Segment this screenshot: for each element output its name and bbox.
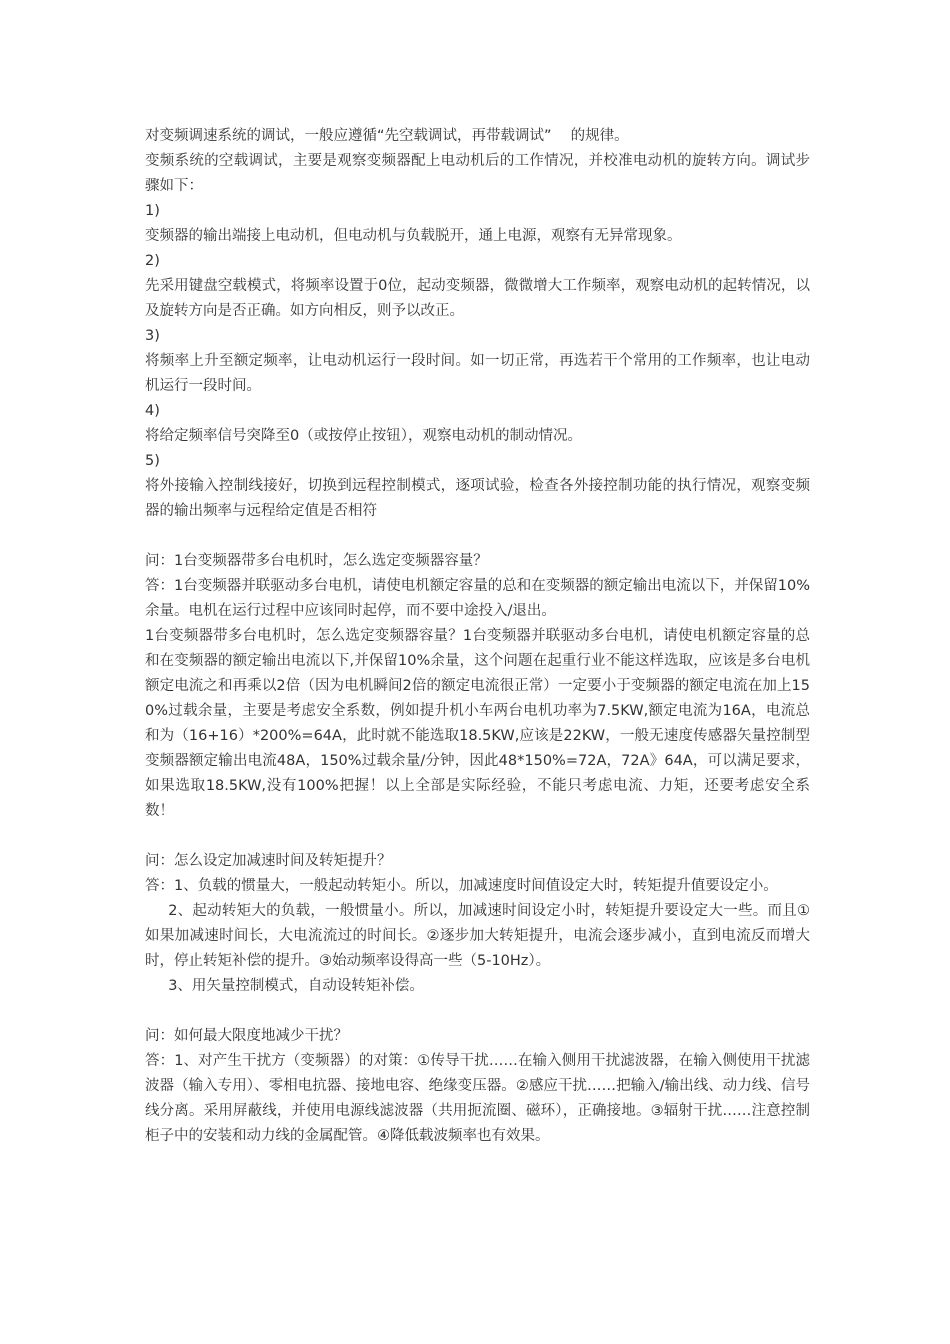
step-text-4: 将给定频率信号突降至0（或按停止按钮），观察电动机的制动情况。 — [145, 428, 582, 444]
step-number-1: 1) — [145, 203, 160, 219]
spacer — [145, 524, 810, 549]
intro-paragraph-2: 变频系统的空载调试，主要是观察变频器配上电动机后的工作情况，并校准电动机的旋转方向。调试步骤如下： — [145, 153, 810, 194]
answer-1-extra: 1台变频器带多台电机时，怎么选定变频器容量？1台变频器并联驱动多台电机，请使电机额定容量的总和在变频器的额定输出电流以下,并保留10%余量，这个问题在起重行业不能这样选取，应该是多台电机额定电流之和再乘以2倍（因为电机瞬间2倍的额定电流很正常）一定要小于变频器的额定电流在加上150%过载余量，主要是考虑安全系数，例如提升机小车两台电机功率为7.5KW,额定电流为16A，电流总和为（16+16）*200%=64A，此时就不能选取18.5KW,应该是22KW，一般无速度传感器矢量控制型变频器额定输出电流48A，150%过载余量/分钟，因此48*150%=72A，72A》64A，可以满足要求，如果选取18.5KW,没有100%把握！以上全部是实际经验，不能只考虑电流、力矩，还要考虑安全系数！ — [145, 628, 810, 819]
spacer — [145, 999, 810, 1024]
step-text-1: 变频器的输出端接上电动机，但电动机与负载脱开，通上电源，观察有无异常现象。 — [145, 228, 682, 244]
step-text-3: 将频率上升至额定频率，让电动机运行一段时间。如一切正常，再选若干个常用的工作频率，也让电动机运行一段时间。 — [145, 353, 810, 394]
document-body — [145, 124, 810, 1149]
question-2: 问：怎么设定加减速时间及转矩提升？ — [145, 853, 392, 869]
answer-3: 答：1、对产生干扰方（变频器）的对策：①传导干扰……在输入侧用干扰滤波器，在输入侧使用干扰滤波器（输入专用）、零相电抗器、接地电容、绝缘变压器。②感应干扰……把输入/输出线、动力线、信号线分离。采用屏蔽线，并使用电源线滤波器（共用扼流圈、磁环），正确接地。③辐射干扰……注意控制柜子中的安装和动力线的金属配管。④降低载波频率也有效果。 — [145, 1053, 810, 1144]
question-1: 问：1台变频器带多台电机时，怎么选定变频器容量？ — [145, 553, 488, 569]
step-number-4: 4) — [145, 403, 160, 419]
spacer — [145, 824, 810, 849]
answer-2-item-3: 3、用矢量控制模式，自动设转矩补偿。 — [168, 978, 424, 994]
intro-paragraph-1: 对变频调速系统的调试，一般应遵循“先空载调试，再带载调试” 的规律。 — [145, 128, 629, 144]
step-number-3: 3) — [145, 328, 160, 344]
answer-1: 答：1台变频器并联驱动多台电机，请使电机额定容量的总和在变频器的额定输出电流以下，并保留10%余量。电机在运行过程中应该同时起停，而不要中途投入/退出。 — [145, 578, 810, 619]
answer-2-item-2: 2、起动转矩大的负载，一般惯量小。所以，加减速时间设定小时，转矩提升要设定大一些。而且①如果加减速时间长，大电流流过的时间长。②逐步加大转矩提升，电流会逐步减小，直到电流反而增大时，停止转矩补偿的提升。③始动频率设得高一些（5-10Hz）。 — [145, 903, 810, 969]
step-text-5: 将外接输入控制线接好，切换到远程控制模式，逐项试验，检查各外接控制功能的执行情况，观察变频器的输出频率与远程给定值是否相符 — [145, 478, 810, 519]
answer-2-item-1: 答：1、负载的惯量大，一般起动转矩小。所以，加减速度时间值设定大时，转矩提升值要设定小。 — [145, 878, 778, 894]
question-3: 问：如何最大限度地减少干扰？ — [145, 1028, 348, 1044]
step-number-2: 2) — [145, 253, 160, 269]
step-number-5: 5) — [145, 453, 160, 469]
step-text-2: 先采用键盘空载模式，将频率设置于0位，起动变频器，微微增大工作频率，观察电动机的起转情况，以及旋转方向是否正确。如方向相反，则予以改正。 — [145, 278, 810, 319]
